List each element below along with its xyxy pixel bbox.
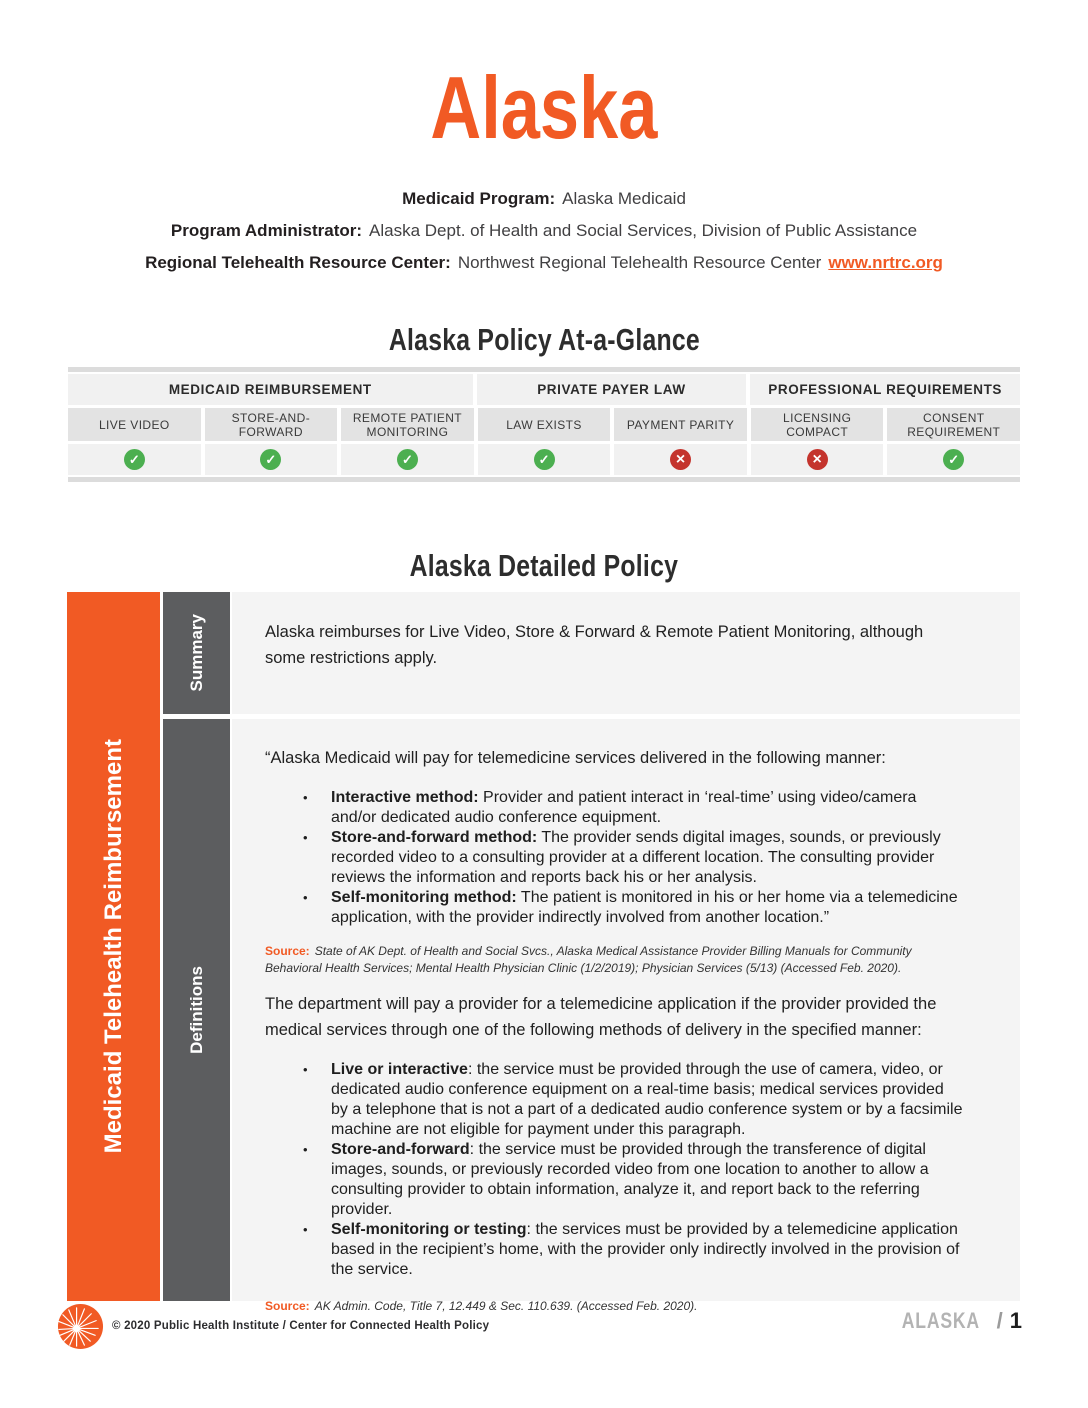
meta-value: Northwest Regional Telehealth Resource Center [457, 253, 822, 272]
x-circle-icon [670, 449, 691, 470]
definitions-bullet-list-1 [301, 788, 964, 928]
check-circle-icon [534, 449, 555, 470]
meta-value: Alaska Dept. of Health and Social Services, Division of Public Assistance [369, 221, 918, 240]
source-text: State of AK Dept. of Health and Social Svcs., Alaska Medical Assistance Provider Billing Manuals for Community Behavioral Health Services; Mental Health Physician Clinic (1/2/2019); Physician Services (5/13) (Accessed Feb. 2020). [265, 944, 912, 975]
status-cell [68, 444, 201, 475]
table-bottom-strip [68, 477, 1020, 482]
col-licensing-compact: LICENSING COMPACT [751, 408, 884, 441]
group-professional-requirements: PROFESSIONAL REQUIREMENTS [750, 374, 1020, 405]
page-number: 1 [1009, 1308, 1022, 1333]
check-circle-icon [260, 449, 281, 470]
category-label: Medicaid Telehealth Reimbursement [99, 739, 127, 1154]
source-citation-2 [265, 1298, 964, 1315]
col-payment-parity: PAYMENT PARITY [614, 408, 747, 441]
check-circle-icon [124, 449, 145, 470]
group-private-payer-law: PRIVATE PAYER LAW [477, 374, 747, 405]
nrtrc-link[interactable]: www.nrtrc.org [828, 253, 943, 272]
detailed-policy-section [67, 592, 1020, 1313]
definition-bullet: • Interactive method: Provider and patient interact in ‘real-time’ using video/camera and/or dedicated audio conference equipment. [301, 788, 964, 828]
source-citation-1 [265, 943, 964, 977]
cchp-sunburst-logo [57, 1303, 104, 1350]
definitions-middle-paragraph: The department will pay a provider for a telemedicine application if the provider provided the medical services through one of the following methods of delivery in the specified manner: [265, 995, 937, 1039]
col-store-and-forward: STORE-AND-FORWARD [205, 408, 338, 441]
x-circle-icon [807, 449, 828, 470]
source-label: Source: [265, 1299, 310, 1313]
meta-program-administrator [0, 215, 1088, 247]
col-law-exists: LAW EXISTS [478, 408, 611, 441]
meta-label: Regional Telehealth Resource Center: [145, 253, 451, 272]
status-cell [614, 444, 747, 475]
table-status-row [68, 444, 1020, 475]
page-separator: / [996, 1308, 1003, 1333]
status-cell [205, 444, 338, 475]
table-top-strip [68, 367, 1020, 372]
col-consent-requirement: CONSENT REQUIREMENT [887, 408, 1020, 441]
summary-text: Alaska reimburses for Live Video, Store & Forward & Remote Patient Monitoring, although some restrictions apply. [265, 623, 924, 667]
definitions-panel [232, 719, 1020, 1313]
definition-bullet: • Store-and-forward method: The provider sends digital images, sounds, or previously recorded video to a consulting provider at a different location. The consulting provider reviews the information and reports back his or her analysis. [301, 828, 964, 888]
page-indicator [892, 1308, 1022, 1334]
summary-panel [232, 592, 1020, 714]
summary-label: Summary [186, 614, 206, 692]
meta-telehealth-resource-center [0, 247, 1088, 279]
definitions-intro-quote: “Alaska Medicaid will pay for telemedicine services delivered in the following manner: [265, 749, 886, 767]
meta-value: Alaska Medicaid [562, 189, 686, 208]
page-state-label: ALASKA [901, 1308, 980, 1333]
definitions-bullet-list-2 [301, 1060, 964, 1280]
meta-medicaid-program [0, 183, 1088, 215]
status-cell [478, 444, 611, 475]
meta-label: Medicaid Program: [402, 189, 556, 208]
definition-bullet: • Self-monitoring method: The patient is monitored in his or her home via a telemedicine application, with the provider indirectly involved from another location.” [301, 888, 964, 928]
status-cell [341, 444, 474, 475]
row-label-definitions [163, 719, 230, 1301]
check-circle-icon [943, 449, 964, 470]
group-medicaid-reimbursement: MEDICAID REIMBURSEMENT [68, 374, 473, 405]
detailed-heading: Alaska Detailed Policy [409, 548, 679, 583]
col-remote-patient-monitoring: REMOTE PATIENT MONITORING [341, 408, 474, 441]
meta-label: Program Administrator: [170, 221, 363, 240]
check-circle-icon [397, 449, 418, 470]
status-cell [887, 444, 1020, 475]
copyright-text: © 2020 Public Health Institute / Center for Connected Health Policy [112, 1320, 490, 1332]
glance-heading: Alaska Policy At-a-Glance [388, 322, 700, 357]
definition-bullet: • Store-and-forward: the service must be provided through the transference of digital images, sounds, or previously recorded video from one location to another to allow a consulting provider to obtain information, analyze it, and report back to the referring provider. [301, 1140, 964, 1220]
policy-glance-table [68, 367, 1020, 482]
header-meta [0, 183, 1088, 279]
table-column-header-row [68, 408, 1020, 441]
row-label-summary [163, 592, 230, 714]
source-text: AK Admin. Code, Title 7, 12.449 & Sec. 110.639. (Accessed Feb. 2020). [314, 1299, 698, 1313]
source-label: Source: [265, 944, 310, 958]
col-live-video: LIVE VIDEO [68, 408, 201, 441]
definition-bullet: • Self-monitoring or testing: the services must be provided by a telemedicine application based in the recipient’s home, with the provider only indirectly involved in the provision of the service. [301, 1220, 964, 1280]
category-bar-medicaid-telehealth-reimbursement [67, 592, 160, 1301]
table-group-header-row [68, 374, 1020, 405]
page-title: Alaska [430, 58, 658, 157]
definitions-label: Definitions [186, 966, 206, 1054]
status-cell [751, 444, 884, 475]
definition-bullet: • Live or interactive: the service must be provided through the use of camera, video, or dedicated audio conference equipment on a real-time basis; medical services provided by a telephone that is not a part of a dedicated audio conference system or by a facsimile machine are not eligible for payment under this paragraph. [301, 1060, 964, 1140]
